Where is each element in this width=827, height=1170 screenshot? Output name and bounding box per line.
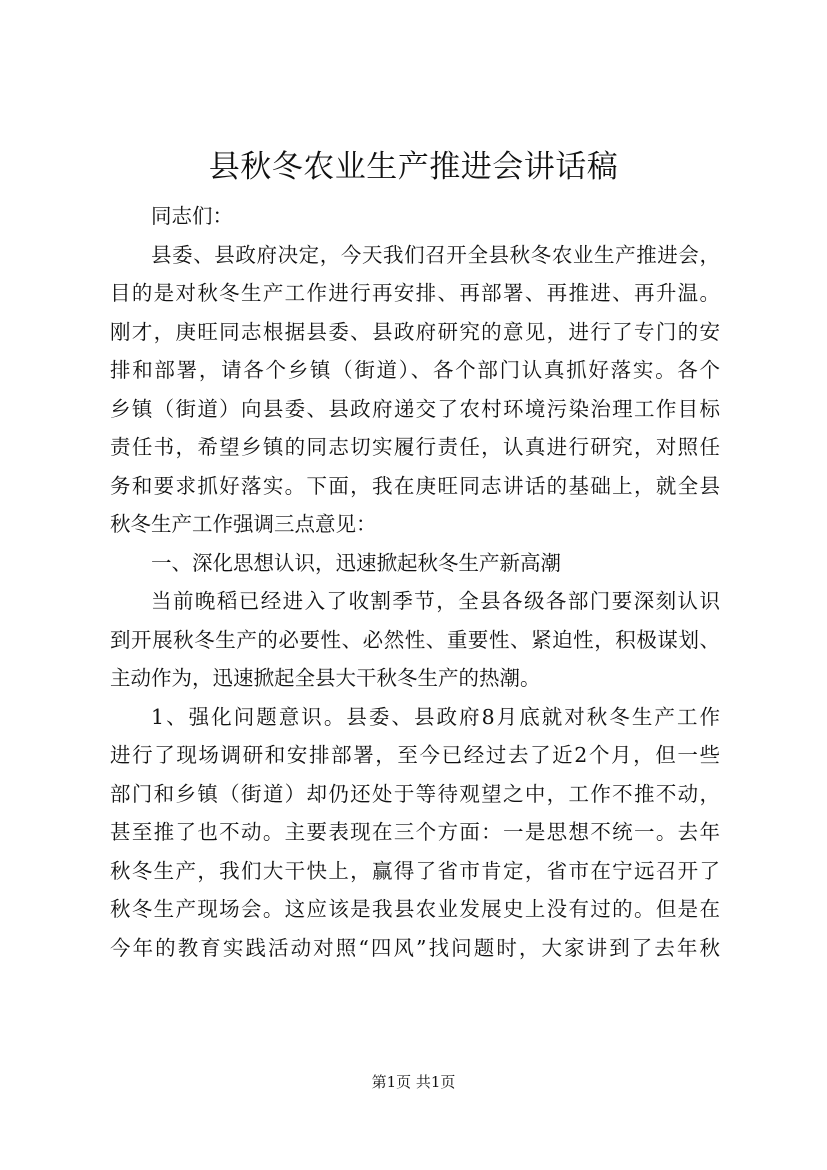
text-line: 排和部署，请各个乡镇（街道）、各个部门认真抓好落实。各个	[110, 358, 720, 382]
text-line: 县委、县政府决定，今天我们召开全县秋冬农业生产推进会，	[151, 242, 720, 267]
text-line: 进行了现场调研和安排部署，至今已经过去了近2个月，但一些	[110, 743, 720, 767]
text-line: 今年的教育实践活动对照“四风”找问题时，大家讲到了去年秋	[110, 935, 720, 960]
text-line: 一、深化思想认识，迅速掀起秋冬生产新高潮	[151, 550, 561, 575]
text-line: 秋冬生产工作强调三点意见：	[110, 512, 377, 536]
document-title: 县秋冬农业生产推进会讲话稿	[208, 149, 619, 185]
text-line: 乡镇（街道）向县委、县政府递交了农村环境污染治理工作目标	[110, 396, 720, 421]
page-footer: 第1页 共1页	[371, 1073, 456, 1091]
text-line: 务和要求抓好落实。下面，我在庚旺同志讲话的基础上，就全县	[110, 473, 720, 498]
text-line: 部门和乡镇（街道）却仍还处于等待观望之中，工作不推不动，	[110, 781, 720, 806]
text-line: 同志们：	[151, 204, 233, 228]
text-line: 1、强化问题意识。县委、县政府8月底就对秋冬生产工作	[151, 704, 720, 729]
text-line: 到开展秋冬生产的必要性、必然性、重要性、紧迫性，积极谋划、	[110, 627, 720, 652]
text-line: 秋冬生产，我们大干快上，赢得了省市肯定，省市在宁远召开了	[110, 858, 720, 883]
text-line: 刚才，庚旺同志根据县委、县政府研究的意见，进行了专门的安	[110, 319, 720, 344]
text-line: 当前晚稻已经进入了收割季节，全县各级各部门要深刻认识	[151, 589, 720, 613]
text-line: 责任书，希望乡镇的同志切实履行责任，认真进行研究，对照任	[110, 435, 720, 459]
text-line: 主动作为，迅速掀起全县大干秋冬生产的热潮。	[110, 666, 541, 690]
text-line: 目的是对秋冬生产工作进行再安排、再部署、再推进、再升温。	[110, 281, 720, 305]
document-body	[110, 197, 720, 967]
text-line: 秋冬生产现场会。这应该是我县农业发展史上没有过的。但是在	[110, 897, 720, 921]
text-line: 甚至推了也不动。主要表现在三个方面：一是思想不统一。去年	[110, 820, 720, 844]
